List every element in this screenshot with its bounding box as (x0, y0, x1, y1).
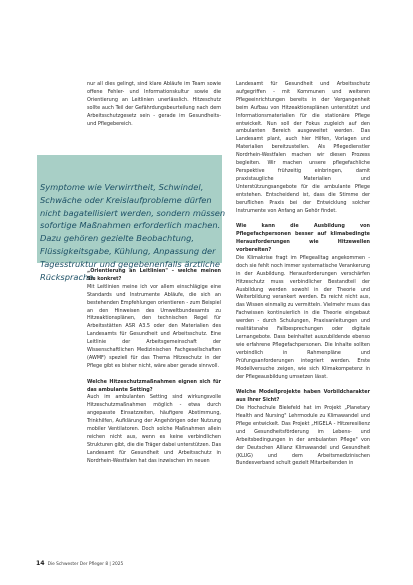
question-heading: Welche Modellprojekte haben Vorbildcharakter aus Ihrer Sicht? (236, 389, 370, 404)
page-number: 14 (36, 560, 45, 567)
question-heading: „Orientierung an Leitlinien" – welche meinen Sie konkret? (87, 268, 221, 282)
answer-paragraph: Die Hochschule Bielefeld hat im Projekt „Planetary Health and Nursing" Lehrmodule zu Klimawandel und Pflege entwickelt. Das Projekt „HIGELA - Hitzeresilienz und Gesundheitsförderung im Lebens- und Arbeitsbedingungen in der ambulanten Pflege" von der Deutschen Allianz Klimawandel und Gesundheit (KLUG) und dem Arbeitsmedizinischen Bundesverband schult gezielt Mitarbeitenden in (236, 405, 370, 467)
left-column-top (87, 81, 221, 128)
question-heading: Welche Hitzeschutzmaßnahmen eignen sich für das ambulante Setting? (87, 378, 221, 393)
answer-paragraph: Die Klimakrise fragt im Pflegealltag angekommen - doch sie fehlt noch immer systematische Verankerung in der Ausbildung. Herausforderungen verschärfen Hitzeschutz muss verbindlicher Bestandteil der Ausbildung werden sowohl in der Theorie und Weiterbildung verankert werden. Es reicht nicht aus, das Wissen einmalig zu vermitteln. Vielmehr muss das Fachwissen kontinuierlich in die Theorie eingebaut werden - durch Schulungen, Praxisanleitungen und realitätsnahe Fallbesprechungen oder digitale Lernangebote. Dass beinhaltet auszubildende ebenso wie erfahrene Pflegefachpersonen. Die Inhalte sollten verbindlich in Rahmenpläne und Prüfungsanforderungen integriert werden. Erste Modellversuche zeigen, wie sich Klimakompetenz in der Pflegeausbildung umsetzen lässt. (236, 254, 370, 380)
answer-paragraph: Mit Leitlinien meine ich vor allem einschlägige eine Standards und Instrumente Abläufe, die sich an bestehenden Empfehlungen orientieren - zum Beispiel an den Hinweisen des Umweltbundesamts zu Hitzeaktionsplänen, den technischen Regel für Arbeitsstätten ASR A3.5 oder den Materialien des Landesamts für Gesundheit und Arbeitsschutz. Eine Leitlinie der Arbeitsgemeinschaft der Wissenschaftlichen Medizinischen Fachgesellschaften (AWMF) speziell für das Thema Hitzeschutz in der Pflege gibt es bisher nicht, wäre aber gerade sinnvoll. (87, 283, 221, 369)
question-heading: Wie kann die Ausbildung von Pflegefachpersonen besser auf klimabedingte Herausforderungen wie Hitzewellen vorbereiten? (236, 223, 370, 254)
publication-name: Die Schwester Der Pfleger 8 | 2025 (47, 562, 124, 567)
paragraph: nur all dies gelingt, sind klare Abläufe im Team sowie offene Fehler- und Informationskultur sowie die Orientierung an Leitlinien unerlässlich. Hitzeschutz sollte auch Teil der Gefährdungsbeurteilung nach dem Arbeitsschutzgesetz sein - gerade im Gesundheits- und Pflegebereich. (87, 81, 221, 127)
page-footer (36, 560, 123, 567)
left-column-bottom (87, 268, 221, 466)
answer-paragraph: Auch im ambulanten Setting sind wirkungsvolle Hitzeschutzmaßnahmen möglich - etwa durch angepasste Einsatzzeiten, häufigere Abstimmung, Trinkhilfen, Aufklärung der Angehörigen oder Nutzung mobiler Ventilatoren. Doch solche Maßnahmen allein reichen nicht aus, wenn es keine verbindlichen Strukturen gibt, die die Träger dabei unterstützen. Das Landesamt für Gesundheit und Arbeitsschutz in Nordrhein-Westfalen hat das inzwischen im neuen (87, 394, 221, 464)
right-column (236, 81, 370, 468)
pull-quote: Symptome wie Verwirrtheit, Schwindel, Schwäche oder Kreislaufprobleme dürfen nicht bagatellisiert werden, sondern müssen sofortige Maßnahmen erforderlich machen. Dazu gehören gezielte Beobachtung, Flüssigkeitsgabe, Kühlung, Anpassung der Tagesstruktur und gegebenenfalls ärztliche Rücksprache. (40, 182, 226, 282)
answer-paragraph: Landesamt für Gesundheit und Arbeitsschutz aufgegriffen - mit Kommunen und weiteren Pflegeeinrichtungen bereits in der Vergangenheit beim Aufbau von Hitzeaktionsplänen unterstützt und Informationsmaterialien für die stationäre Pflege entwickelt. Nun soll der Fokus zugleich auf den ambulanten Bereich ausgeweitet werden. Das Landesamt plant, auch hier Hilfen, Vorlagen und Materialien bereitzustellen. Als Pflegedienstler Nordrhein-Westfalen machen wir diesen Prozess begleiten. Wir machen unsere pflegefachliche Perspektive frühzeitig einbringen, damit praxistaugliche Materialien und Unterstützungsangebote für die ambulante Pflege entstehen. Entscheidend ist, dass die Stimme der beruflichen Praxis bei der Entwicklung solcher Instrumente von Anfang an Gehör findet. (236, 81, 370, 214)
